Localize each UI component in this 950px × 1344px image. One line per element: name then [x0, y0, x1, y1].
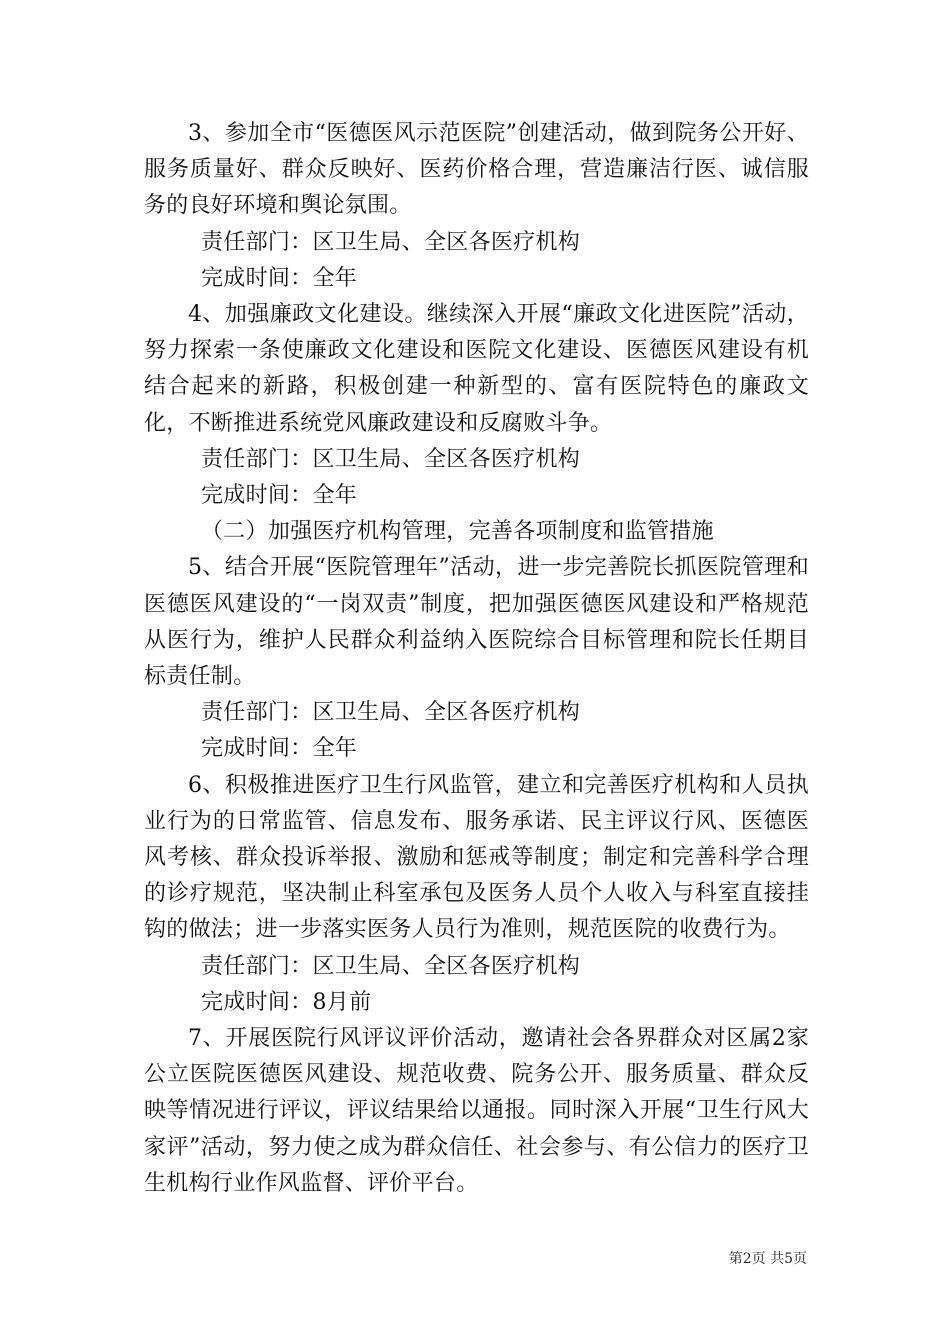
completion-time: 完成时间：8月前: [201, 989, 372, 1015]
responsible-dept: 责任部门：区卫生局、全区各医疗机构: [201, 446, 581, 472]
paragraph-item-7: 7、开展医院行风评议评价活动，邀请社会各界群众对区属2家公立医院医德医风建设、规范收费、院务公开、服务质量、群众反映等情况进行评议，评议结果给以通报。同时深入开展“卫生行风大家评”活动，努力使之成为群众信任、社会参与、有公信力的医疗卫生机构行业作风监督、评价平台。: [144, 1026, 809, 1196]
completion-time: 完成时间：全年: [201, 736, 358, 762]
paragraph-item-4: 4、加强廉政文化建设。继续深入开展“廉政文化进医院”活动，努力探索一条使廉政文化建设和医院文化建设、医德医风建设有机结合起来的新路，积极创建一种新型的、富有医院特色的廉政文化，不断推进系统党风廉政建设和反腐败斗争。: [144, 302, 809, 436]
page-number: 第2页 共5页: [728, 1251, 807, 1267]
responsible-dept: 责任部门：区卫生局、全区各医疗机构: [201, 953, 581, 979]
paragraph-item-3: 3、参加全市“医德医风示范医院”创建活动，做到院务公开好、服务质量好、群众反映好、医药价格合理，营造廉洁行医、诚信服务的良好环境和舆论氛围。: [144, 121, 809, 219]
completion-time: 完成时间：全年: [201, 265, 358, 291]
paragraph-item-5: 5、结合开展“医院管理年”活动，进一步完善院长抓医院管理和医德医风建设的“一岗双责”制度，把加强医德医风建设和严格规范从医行为，维护人民群众利益纳入医院综合目标管理和院长任期目标责任制。: [144, 555, 809, 690]
section-heading: （二）加强医疗机构管理，完善各项制度和监管措施: [201, 519, 714, 545]
paragraph-item-6: 6、积极推进医疗卫生行风监管，建立和完善医疗机构和人员执业行为的日常监管、信息发布、服务承诺、民主评议行风、医德医风考核、群众投诉举报、激励和惩戒等制度；制定和完善科学合理的诊疗规范，坚决制止科室承包及医务人员个人收入与科室直接挂钩的做法；进一步落实医务人员行为准则，规范医院的收费行为。: [144, 772, 809, 943]
responsible-dept: 责任部门：区卫生局、全区各医疗机构: [201, 700, 581, 726]
body-text: [144, 116, 809, 1202]
responsible-dept: 责任部门：区卫生局、全区各医疗机构: [201, 229, 581, 255]
completion-time: 完成时间：全年: [201, 483, 358, 509]
